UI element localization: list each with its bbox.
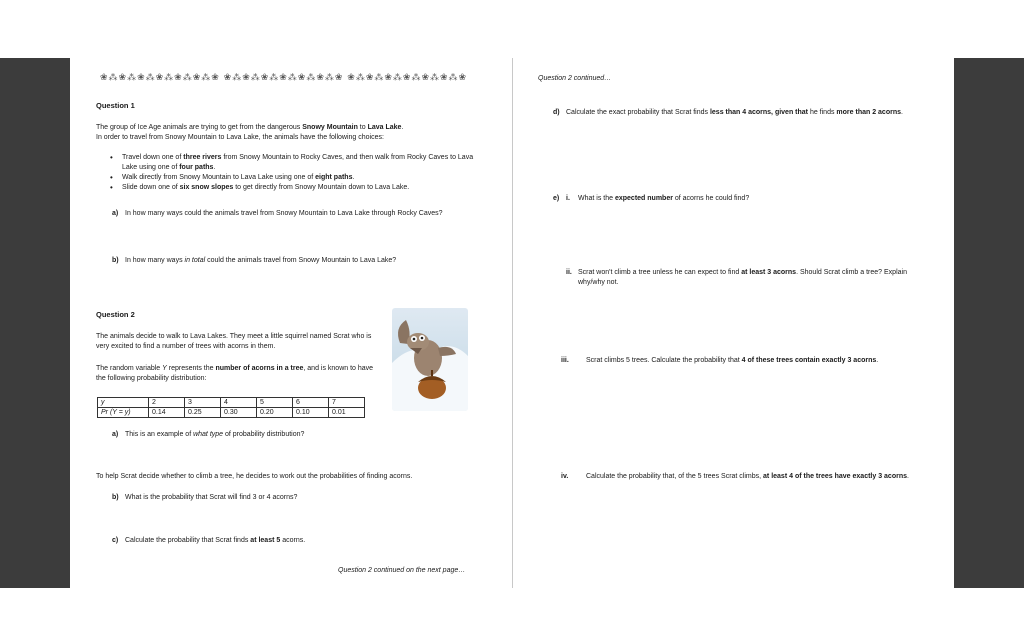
viewer-left-margin [0, 58, 70, 588]
question-1-title: Question 1 [96, 101, 135, 110]
question-2e-i: e) i. What is the expected number of acorns he could find? [553, 195, 750, 202]
page-header: Question 2 continued… [538, 75, 612, 82]
viewer-right-margin [954, 58, 1024, 588]
continued-note: Question 2 continued on the next page… [338, 567, 466, 574]
question-1-choices [100, 153, 485, 193]
question-2c: c) Calculate the probability that Scrat finds at least 5 acorns. [112, 537, 306, 544]
table-row: y 2 3 4 5 6 7 [98, 398, 365, 408]
question-1a: a) In how many ways could the animals travel from Snowy Mountain to Lava Lake through Rocky Caves? [112, 210, 443, 217]
question-2e-iv: iv. Calculate the probability that, of the 5 trees Scrat climbs, at least 4 of the trees have exactly 3 acorns. [561, 473, 909, 480]
worksheet-page-left [70, 58, 512, 588]
question-2-title: Question 2 [96, 310, 135, 319]
question-2-random-variable: The random variable Y represents the number of acorns in a tree, and is known to have the following probability distribution: [96, 365, 374, 382]
worksheet-page-right [513, 58, 954, 588]
question-1-intro: The group of Ice Age animals are trying to get from the dangerous Snowy Mountain to Lava Lake. In order to travel from Snowy Mountain to Lava Lake, the animals have the following choices: [96, 124, 404, 141]
question-2d: d) Calculate the exact probability that Scrat finds less than 4 acorns, given that he finds more than 2 acorns. [553, 109, 903, 116]
question-2b: b) What is the probability that Scrat will find 3 or 4 acorns? [112, 494, 298, 501]
scrat-squirrel-illustration [392, 308, 468, 411]
question-2-intro: The animals decide to walk to Lava Lakes. They meet a little squirrel named Scrat who is very excited to find a number of trees with acorns in them. [96, 333, 372, 350]
table-row: Pr (Y = y) 0.14 0.25 0.30 0.20 0.10 0.01 [98, 408, 365, 418]
question-2a: a) This is an example of what type of probability distribution? [112, 431, 305, 438]
probability-distribution-table [97, 397, 365, 418]
list-item: • Travel down one of three rivers from Snowy Mountain to Rocky Caves, and then walk from Rocky Caves to Lava Lake using one of four paths. [100, 153, 485, 173]
list-item: • Walk directly from Snowy Mountain to Lava Lake using one of eight paths. [100, 173, 485, 183]
squirrel-icon [392, 308, 468, 411]
question-1b: b) In how many ways in total could the animals travel from Snowy Mountain to Lava Lake? [112, 257, 397, 264]
question-2-help-text: To help Scrat decide whether to climb a tree, he decides to work out the probabilities of finding acorns. [96, 473, 413, 480]
paw-print-border: ❀⁂❀⁂❀⁂❀⁂❀⁂❀⁂❀ ❀⁂❀⁂❀⁂❀⁂❀⁂❀⁂❀ ❀⁂❀⁂❀⁂❀⁂❀⁂❀⁂❀ [100, 73, 468, 83]
list-item: • Slide down one of six snow slopes to get directly from Snowy Mountain down to Lava Lake. [100, 183, 485, 193]
question-2e-ii: ii. Scrat won't climb a tree unless he can expect to find at least 3 acorns. Should Scrat climb a tree? Explain why/why not. [566, 269, 907, 286]
question-2e-iii: iii. Scrat climbs 5 trees. Calculate the probability that 4 of these trees contain exactly 3 acorns. [561, 357, 879, 364]
